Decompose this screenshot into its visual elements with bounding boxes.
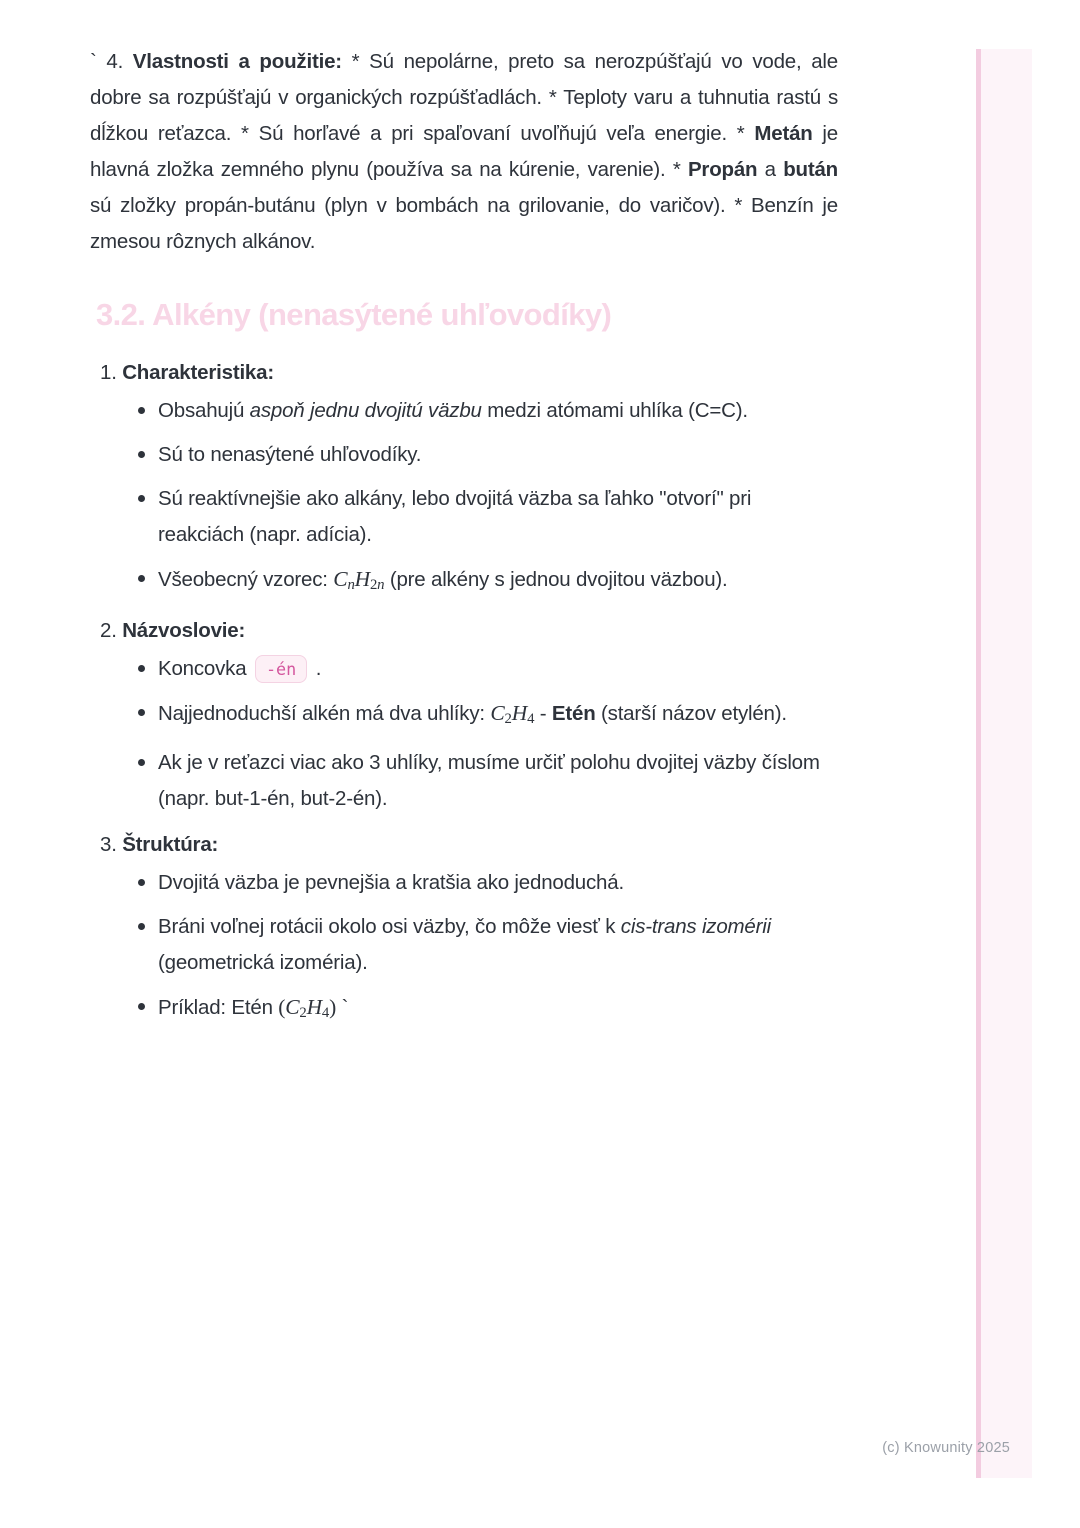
text-segment: aspoň jednu dvojitú väzbu: [249, 399, 482, 422]
bullet-icon: [138, 495, 145, 502]
bullet-list: [90, 865, 838, 1031]
text-segment: H: [511, 701, 528, 726]
text-segment: Sú reaktívnejšie ako alkány, lebo dvojitá väzba sa ľahko "otvorí" pri reakciách (napr. adícia).: [158, 487, 752, 546]
list-item: [90, 393, 838, 429]
text-segment: H: [354, 567, 370, 591]
bullet-list: [90, 393, 838, 603]
section-title-text: Názvoslovie:: [122, 619, 246, 643]
text-segment: Všeobecný vzorec:: [158, 568, 334, 591]
text-segment: C: [285, 995, 300, 1020]
list-item-text: [158, 567, 728, 594]
text-segment: Propán: [687, 158, 758, 181]
list-item: [90, 745, 838, 817]
bullet-list: [90, 651, 838, 817]
text-segment: -én: [255, 655, 307, 683]
text-segment: (pre alkény s jednou dvojitou väzbou).: [384, 568, 728, 591]
outline-section: [90, 359, 838, 603]
list-item: [90, 561, 838, 603]
section-title: [90, 359, 838, 387]
text-segment: C: [333, 567, 348, 591]
text-segment: sú zložky propán-butánu (plyn v bombách na grilovanie, do varičov). * Benzín je zmesou rôznych alkánov.: [90, 194, 838, 253]
section-title-text: Štruktúra:: [122, 833, 219, 857]
list-item-text: [158, 915, 771, 974]
bullet-icon: [138, 759, 145, 766]
bullet-icon: [138, 665, 145, 672]
bullet-icon: [138, 407, 145, 414]
notes-content: [90, 44, 838, 1046]
section-number: 1.: [100, 361, 117, 384]
text-segment: Metán: [754, 122, 813, 145]
text-segment: * Sú nepolárne, preto sa nerozpúšťajú vo vode, ale dobre sa rozpúšťajú v organických rozpúšťadlách. * Teploty varu a tuhnutia rastú s dĺžkou reťazca. * Sú horľavé a pri spaľovaní uvoľňujú veľa energie. *: [90, 50, 838, 145]
text-segment: (geometrická izoméria).: [158, 951, 368, 975]
text-segment: Etén: [551, 702, 596, 726]
list-item: [90, 651, 838, 687]
section-title-text: Charakteristika:: [122, 361, 274, 384]
section-title: [90, 831, 838, 859]
list-item-text: [158, 657, 321, 680]
list-item-text: [158, 995, 349, 1022]
text-segment: ): [329, 995, 337, 1020]
list-item: [90, 989, 838, 1031]
text-segment: `: [336, 996, 349, 1020]
list-item-text: [158, 871, 624, 894]
list-item: [90, 909, 838, 981]
outline-list: [90, 359, 838, 1032]
text-segment: ` 4.: [90, 50, 133, 73]
list-item: [90, 481, 838, 553]
text-segment: Príklad: Etén: [158, 996, 279, 1020]
section-title: [90, 617, 838, 645]
list-item: [90, 865, 838, 901]
text-segment: Bráni voľnej rotácii okolo osi väzby, čo môže viesť k: [158, 915, 621, 939]
text-segment: medzi atómami uhlíka (C=C).: [481, 399, 748, 422]
list-item: [90, 695, 838, 737]
bullet-icon: [138, 1003, 145, 1010]
text-segment: n: [347, 577, 355, 594]
list-item: [90, 437, 838, 473]
bullet-icon: [138, 709, 145, 716]
text-segment: a: [757, 158, 784, 181]
text-segment: Ak je v reťazci viac ako 3 uhlíky, musíme určiť polohu dvojitej väzby číslom (napr. but-1-én, but-2-én).: [158, 751, 820, 811]
list-item-text: [158, 487, 751, 546]
text-segment: 2: [369, 577, 378, 594]
list-item-text: [158, 443, 421, 466]
text-segment: C: [490, 701, 505, 726]
list-item-text: [158, 399, 748, 422]
bullet-icon: [138, 451, 145, 458]
copyright-footer: (c) Knowunity 2025: [882, 1440, 1010, 1456]
text-segment: Najjednoduchší alkén má dva uhlíky:: [158, 702, 491, 726]
text-segment: H: [306, 995, 322, 1020]
outline-section: [90, 617, 838, 817]
section-number: 2.: [100, 619, 117, 643]
text-segment: bután: [783, 158, 838, 181]
text-segment: Koncovka: [158, 657, 252, 681]
outline-section: [90, 831, 838, 1031]
text-segment: -: [534, 702, 552, 726]
text-segment: n: [377, 577, 385, 594]
right-accent-line: [976, 49, 981, 1478]
properties-paragraph: [90, 44, 838, 260]
text-segment: cis-trans izomérii: [620, 915, 771, 939]
list-item-text: [158, 701, 787, 728]
list-item-text: [158, 751, 820, 810]
text-segment: (: [278, 995, 286, 1020]
text-segment: 2: [504, 711, 512, 728]
section-heading: 3.2. Alkény (nenasýtené uhľovodíky): [96, 297, 612, 332]
text-segment: Obsahujú: [158, 399, 250, 422]
text-segment: je hlavná zložka zemného plynu (používa sa na kúrenie, varenie). *: [90, 122, 838, 181]
text-segment: Sú to nenasýtené uhľovodíky.: [158, 443, 422, 466]
text-segment: 2: [299, 1005, 307, 1022]
text-segment: (starší názov etylén).: [595, 702, 787, 726]
bullet-icon: [138, 575, 145, 582]
text-segment: 4: [321, 1005, 330, 1022]
bullet-icon: [138, 879, 145, 886]
text-segment: Dvojitá väzba je pevnejšia a kratšia ako jednoduchá.: [158, 871, 624, 895]
text-segment: .: [310, 657, 322, 681]
section-number: 3.: [100, 833, 117, 857]
text-segment: Vlastnosti a použitie:: [132, 50, 342, 73]
right-accent-band: [981, 49, 1032, 1478]
bullet-icon: [138, 923, 145, 930]
text-segment: 4: [527, 711, 535, 728]
